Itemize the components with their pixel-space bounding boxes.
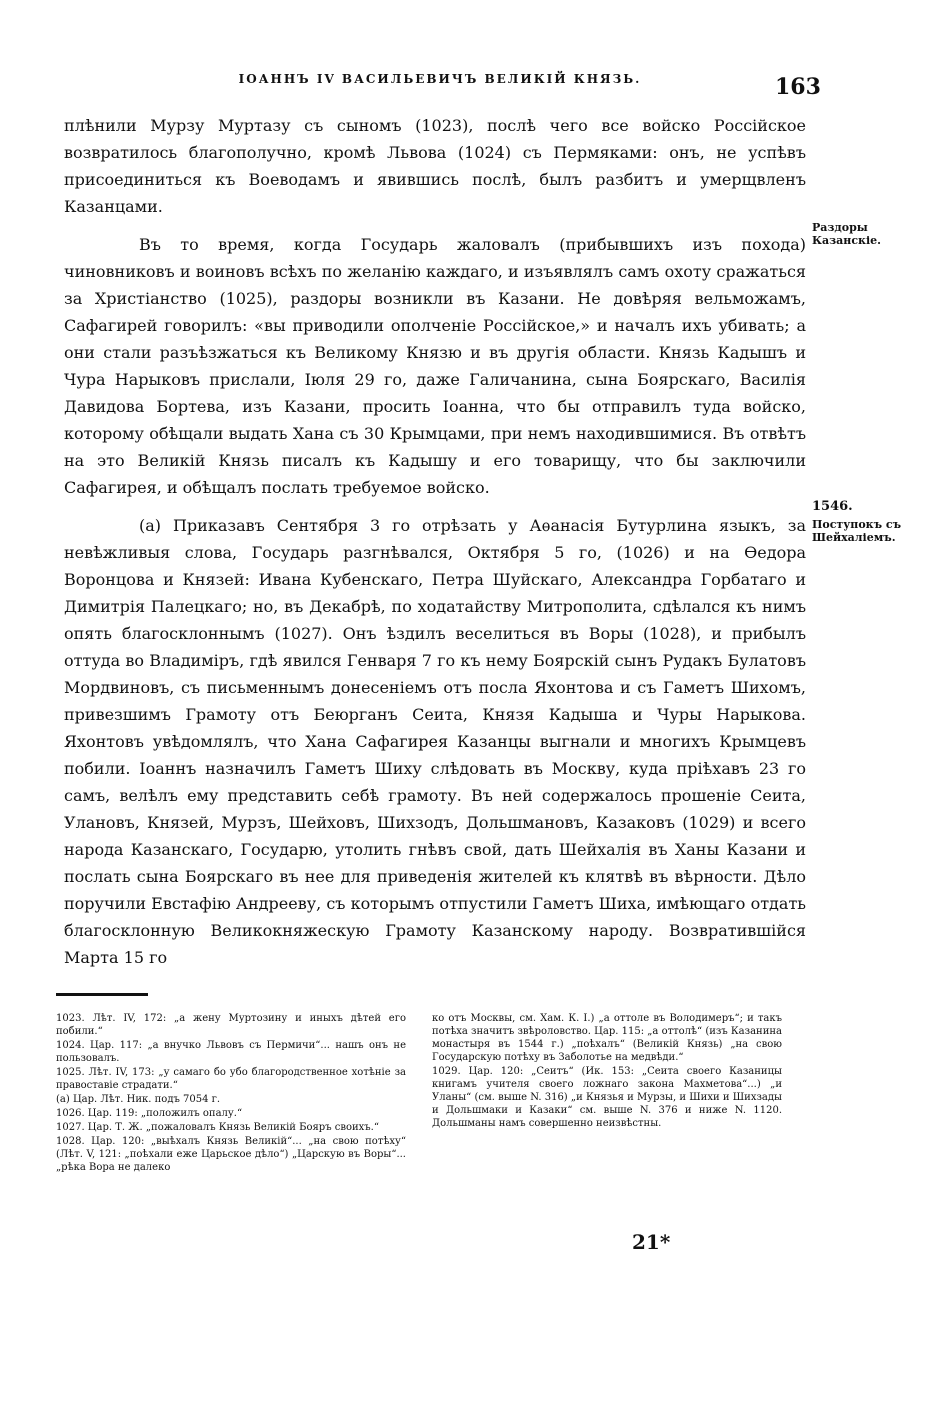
footnote-1023: 1023. Лѣт. IV, 172: „а жену Муртозину и иныхъ дѣтей его побили.“ [56, 1013, 406, 1037]
footnote-1028: 1028. Цар. 120: „выѣхалъ Князь Великій“... „на свою потѣху“ (Лѣт. V, 121: „поѣхали еже Царьское дѣло“) „Царскую въ Воры“... „рѣка Вора не далеко [56, 1136, 406, 1173]
footnotes-left-column [56, 1012, 406, 1175]
page-number: 163 [775, 74, 821, 100]
footnotes-right-column [432, 1012, 782, 1131]
margin-note-shah-ali: Поступокъ съ Шейхаліемъ. [812, 518, 902, 544]
margin-note-discord: Раздоры Казанскіе. [812, 221, 881, 247]
paragraph-2: Въ то время, когда Государь жаловалъ (прибывшихъ изъ похода) чиновниковъ и воиновъ всѣхъ по желанію каждаго, и изъявлялъ самъ охоту сражаться за Христіанство (1025), раздоры возникли въ Казани. Не довѣряя вельможамъ, Сафагирей говорилъ: «вы приводили ополченіе Россійское,» и началъ ихъ убивать; а они стали разъѣзжаться къ Великому Князю и въ другія области. Князь Кадышъ и Чура Нарыковъ прислали, Іюля 29 го, даже Галичанина, сына Боярскаго, Василія Давидова Бортева, изъ Казани, просить Іоанна, что бы отправилъ туда войско, которому обѣщали выдать Хана съ 30 Крымцами, при немъ находившимися. Въ отвѣтъ на это Великій Князь писалъ къ Кадышу и его товарищу, что бы заключили Сафагирея, и обѣщалъ послать требуемое войско. [64, 235, 806, 497]
paragraph-1: плѣнили Мурзу Муртазу съ сыномъ (1023), послѣ чего все войско Россійское возвратилось благополучно, кромѣ Львова (1024) съ Пермяками: онъ, не успѣвъ присоединиться къ Воеводамъ и явившись послѣ, былъ разбитъ и умерщвленъ Казанцами. [64, 116, 806, 216]
footnote-1025: 1025. Лѣт. IV, 173: „у самаго бо убо благородственное хотѣніе за правоставіе страдати.“ [56, 1067, 406, 1091]
margin-note-year: 1546. [812, 499, 853, 514]
footnote-1029: 1029. Цар. 120: „Сеитъ“ (Ик. 153: „Сеита своего Казаницы книгамъ учителя своего ложнаго закона Махметова“...) „и Уланы“ (см. выше N. 316) „и Князья и Мурзы, и Шихи и Шихзады и Дольшмаки и Казаки“ см. выше N. 376 и ниже N. 1120. Дольшманы намъ совершенно неизвѣстны. [432, 1066, 782, 1129]
footnote-a: (а) Цар. Лѣт. Ник. подъ 7054 г. [56, 1094, 221, 1105]
footnote-1027: 1027. Цар. Т. Ж. „пожаловалъ Князь Великій Бояръ своихъ.“ [56, 1122, 379, 1133]
main-text [64, 112, 806, 982]
signature-mark: 21* [632, 1230, 671, 1254]
running-title: ІОАННЪ IV ВАСИЛЬЕВИЧЪ ВЕЛИКІЙ КНЯЗЬ. [238, 72, 642, 86]
footnote-1028-cont: ко отъ Москвы, см. Хам. К. I.) „а оттоле въ Володимеръ“; и такъ потѣха значитъ звѣроловство. Цар. 115: „а оттолѣ“ (изъ Казанина монастыря въ 1544 г.) „поѣхалъ“ (Великій Князь) „на свою Государскую потѣху въ Заболотье на медвѣди.“ [432, 1013, 782, 1063]
footnote-rule [56, 993, 148, 996]
paragraph-3: (а) Приказавъ Сентября 3 го отрѣзать у Аѳанасія Бутурлина языкъ, за невѣжливыя слова, Государь разгнѣвался, Октября 5 го, (1026) и на Ѳедора Воронцова и Князей: Ивана Кубенскаго, Петра Шуйскаго, Александра Горбатаго и Димитрія Палецкаго; но, въ Декабрѣ, по ходатайству Митрополита, сдѣлался къ нимъ опять благосклоннымъ (1027). Онъ ѣздилъ веселиться въ Воры (1028), и прибылъ оттуда во Владиміръ, гдѣ явился Генваря 7 го къ нему Боярскій сынъ Рудакъ Булатовъ Мордвиновъ, съ письменнымъ донесеніемъ отъ посла Яхонтова и съ Гаметъ Шихомъ, привезшимъ Грамоту отъ Беюрганъ Сеита, Князя Кадыша и Чуры Нарыкова. Яхонтовъ увѣдомлялъ, что Хана Сафагирея Казанцы выгнали и многихъ Крымцевъ побили. Іоаннъ назначилъ Гаметъ Шиху слѣдовать въ Москву, куда пріѣхавъ 23 го самъ, велѣлъ ему представить себѣ грамоту. Въ ней содержалось прошеніе Сеита, Улановъ, Князей, Мурзъ, Шейховъ, Шихзодъ, Дольшмановъ, Казаковъ (1029) и всего народа Казанскаго, Государю, утолить гнѣвъ свой, дать Шейхалія въ Ханы Казани и послать сына Боярскаго въ нее для приведенія жителей къ клятвѣ въ вѣрности. Дѣло поручили Евстафію Андрееву, съ которымъ отпустили Гаметъ Шиха, имѣющаго отдать благосклонную Великокняжескую Грамоту Казанскому народу. Возвратившійся Марта 15 го [64, 516, 806, 967]
footnote-1026: 1026. Цар. 119: „положилъ опалу.“ [56, 1108, 243, 1119]
footnote-1024: 1024. Цар. 117: „а внучко Львовъ съ Пермичи“... нашъ онъ не пользовалъ. [56, 1040, 406, 1064]
